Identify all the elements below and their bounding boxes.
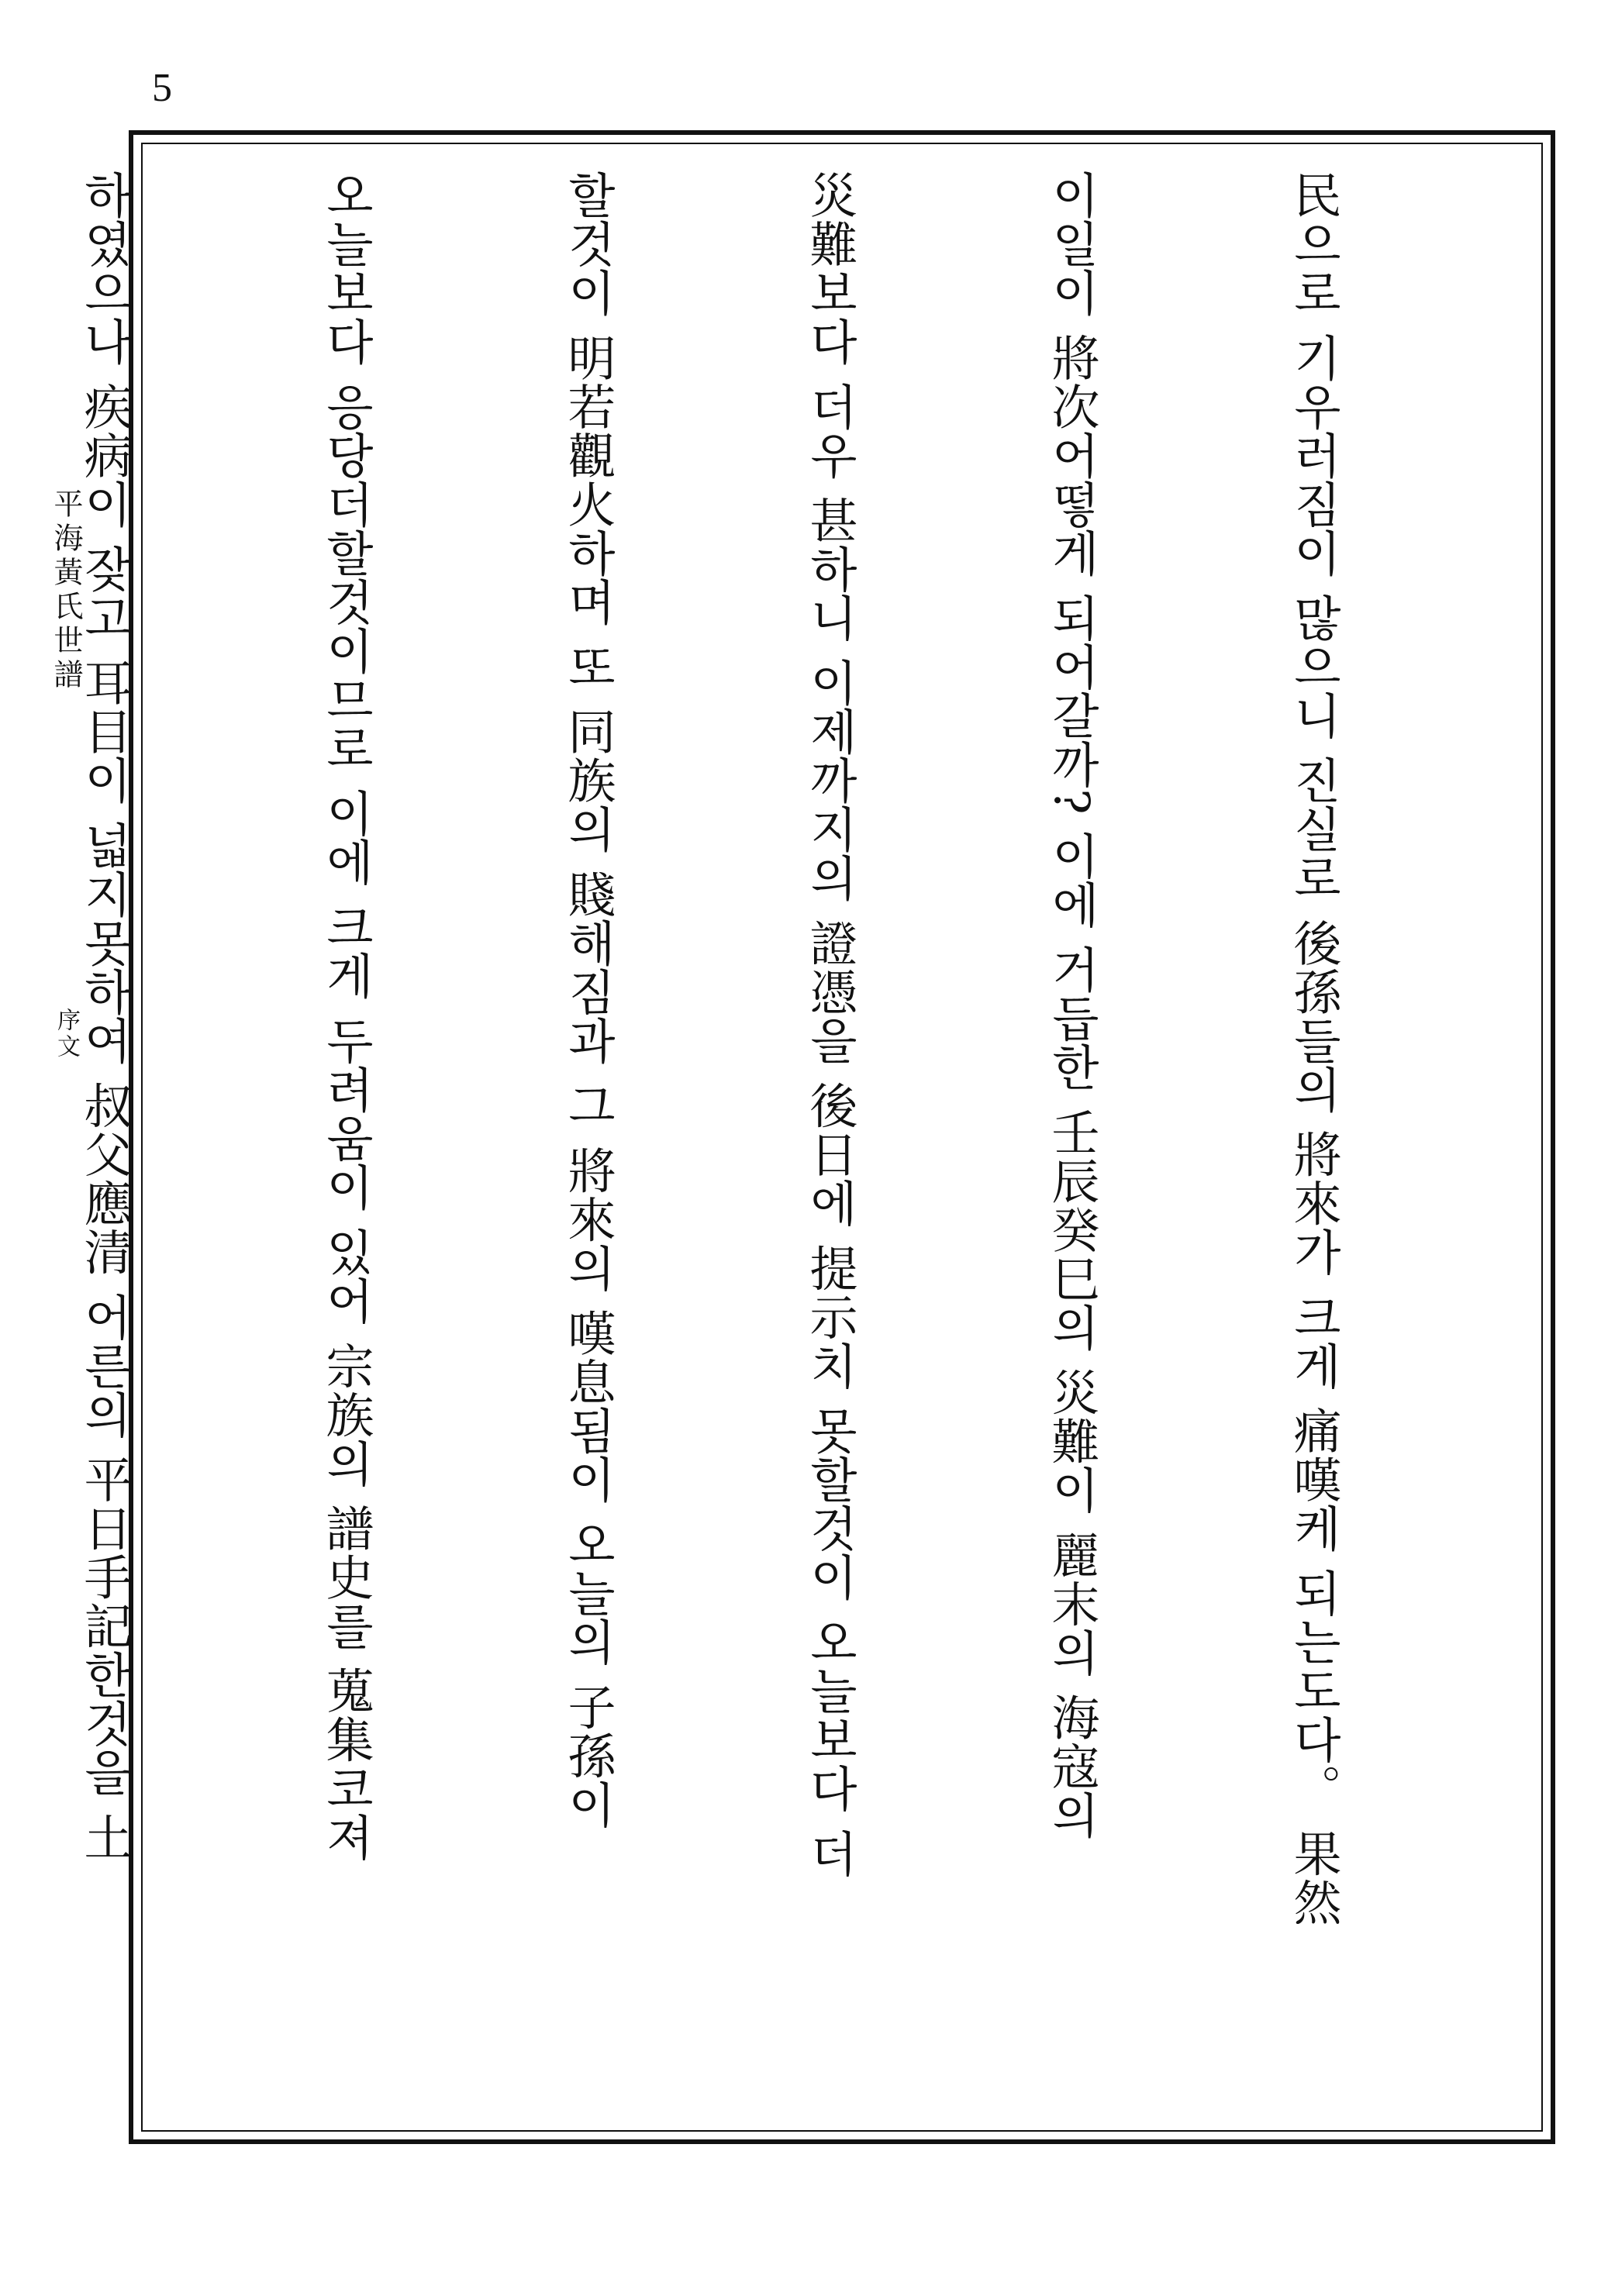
text-line: 할것이 明若觀火하며 또 同族의 賤해짐과 그 將來의 嘆息됨이 오늘의 子孫이	[560, 171, 616, 1829]
text-line: 災難보다 더우 甚하니 이제까지의 證憑을 後日에 提示치 못할것이 오늘보다 더	[802, 171, 858, 1878]
text-line: 오늘보다 응당더할것이므로 이에 크게 두려움이 있어 宗族의 譜史를 蒐集코져	[318, 171, 374, 1862]
text-line: 이일이 將次어떻게 되어갈까? 이에 거듭한 壬辰癸巳의 災難이 麗末의 海寇의	[1044, 171, 1100, 1839]
running-title: 平海黃氏世譜	[49, 488, 83, 693]
page-number: 5	[152, 66, 172, 110]
text-line: 하였으나 疾病이 잦고 耳目이 넓지못하여 叔父應清 어른의 平日手記한것을 土	[76, 171, 133, 1862]
page-frame	[76, 130, 1555, 2144]
text-line: 民으로 기우러짐이 많으니 진실로 後孫들의 將來가 크게 痛嘆케 되는도다。 果然	[1285, 171, 1342, 1927]
preface-text	[0, 171, 1515, 2093]
page-frame-inner	[76, 143, 1543, 2132]
section-label: 序文	[53, 1008, 80, 1060]
